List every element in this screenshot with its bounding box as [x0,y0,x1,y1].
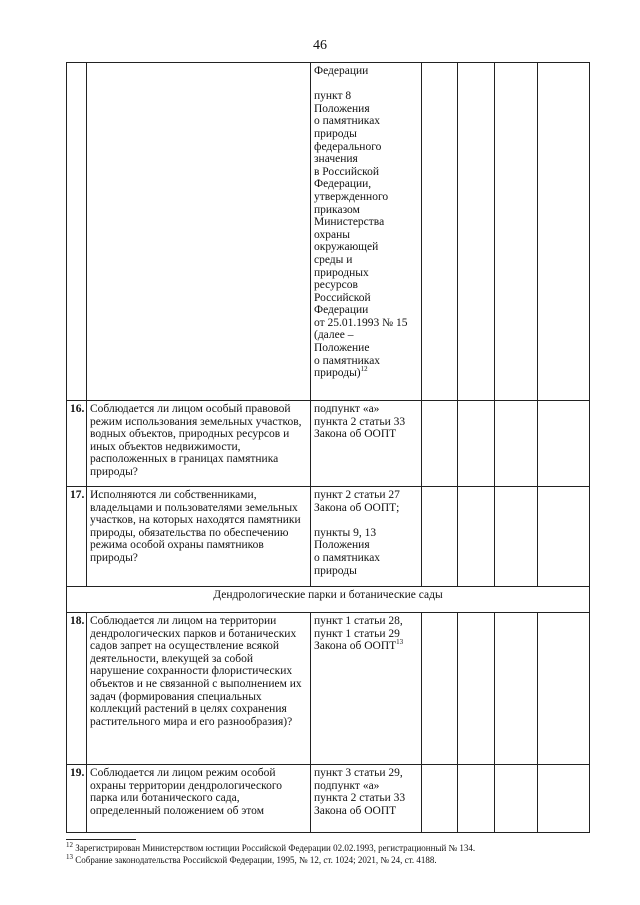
table-row [67,613,590,765]
answer-yes-cell [422,63,458,401]
note-cell [538,765,590,833]
question-cell: Соблюдается ли лицом на территории дендрологических парков и ботанических садов запрет на осуществление всякой деятельности, влекущей за собой нарушение сохранности флористических объектов и не связанной с выполнением их задач (формирования специальных коллекций растений в целях сохранения растительного мира и его разнообразия)? [87,613,311,765]
footnotes [66,842,606,866]
answer-na-cell [495,765,538,833]
footnote-ref: 13 [396,638,404,647]
answer-na-cell [495,401,538,487]
answer-na-cell [495,63,538,401]
legal-basis-text: пункт 1 статьи 28, пункт 1 статьи 29 Закона об ООПТ [314,615,403,653]
section-heading: Дендрологические парки и ботанические сады [67,587,590,613]
footnote-text: Собрание законодательства Российской Федерации, 1995, № 12, ст. 1024; 2021, № 24, ст. 4188. [75,855,437,865]
answer-yes-cell [422,401,458,487]
answer-no-cell [458,63,495,401]
answer-na-cell [495,613,538,765]
footnote-mark: 13 [66,853,73,861]
note-cell [538,487,590,587]
table-row [67,63,590,401]
row-number [67,63,87,401]
legal-basis-cell: подпункт «а» пункта 2 статьи 33 Закона об ООПТ [311,401,422,487]
page-number: 46 [313,38,327,53]
answer-no-cell [458,613,495,765]
section-row [67,587,590,613]
footnote [66,854,606,866]
answer-na-cell [495,487,538,587]
footnote-text: Зарегистрирован Министерством юстиции Российской Федерации 02.02.1993, регистрационный № 134. [75,843,476,853]
answer-yes-cell [422,487,458,587]
answer-no-cell [458,487,495,587]
legal-basis-text: пункт 8 Положения о памятниках природы федерального значения в Российской Федерации, утвержденного приказом Министерства охраны окружающей среды и природных ресурсов Российской Федерации от 25.01.1993 № 15 (далее – Положение о памятниках природы) [314,90,408,380]
row-number: 19. [67,765,87,833]
legal-basis-cell [311,63,422,401]
legal-basis-cell [311,613,422,765]
note-cell [538,63,590,401]
footnote-mark: 12 [66,841,73,849]
question-cell: Соблюдается ли лицом особый правовой режим использования земельных участков, водных объектов, природных ресурсов и иных объектов недвижимости, расположенных в границах памятника природы? [87,401,311,487]
legal-basis-cell [311,487,422,587]
footnote-ref: 12 [360,365,368,374]
question-cell: Исполняются ли собственниками, владельцами и пользователями земельных участков, на которых находятся памятники природы, обязательства по обеспечению режима особой охраны памятников природы? [87,487,311,587]
table-row [67,487,590,587]
footnote-divider [66,839,136,840]
legal-basis-text: пункты 9, 13 Положения о памятниках природы [314,526,381,577]
question-cell: Соблюдается ли лицом режим особой охраны территории дендрологического парка или ботанического сада, определенный положением об этом [87,765,311,833]
legal-basis-text: Федерации [314,65,369,77]
table-row [67,401,590,487]
note-cell [538,401,590,487]
table-row [67,765,590,833]
note-cell [538,613,590,765]
answer-no-cell [458,765,495,833]
row-number: 18. [67,613,87,765]
row-number: 16. [67,401,87,487]
answer-yes-cell [422,765,458,833]
legal-basis-cell: пункт 3 статьи 29, подпункт «а» пункта 2 статьи 33 Закона об ООПТ [311,765,422,833]
answer-yes-cell [422,613,458,765]
question-cell [87,63,311,401]
footnote [66,842,606,854]
answer-no-cell [458,401,495,487]
legal-basis-text: пункт 2 статьи 27 Закона об ООПТ; [314,489,400,514]
row-number: 17. [67,487,87,587]
requirements-table [66,62,590,833]
